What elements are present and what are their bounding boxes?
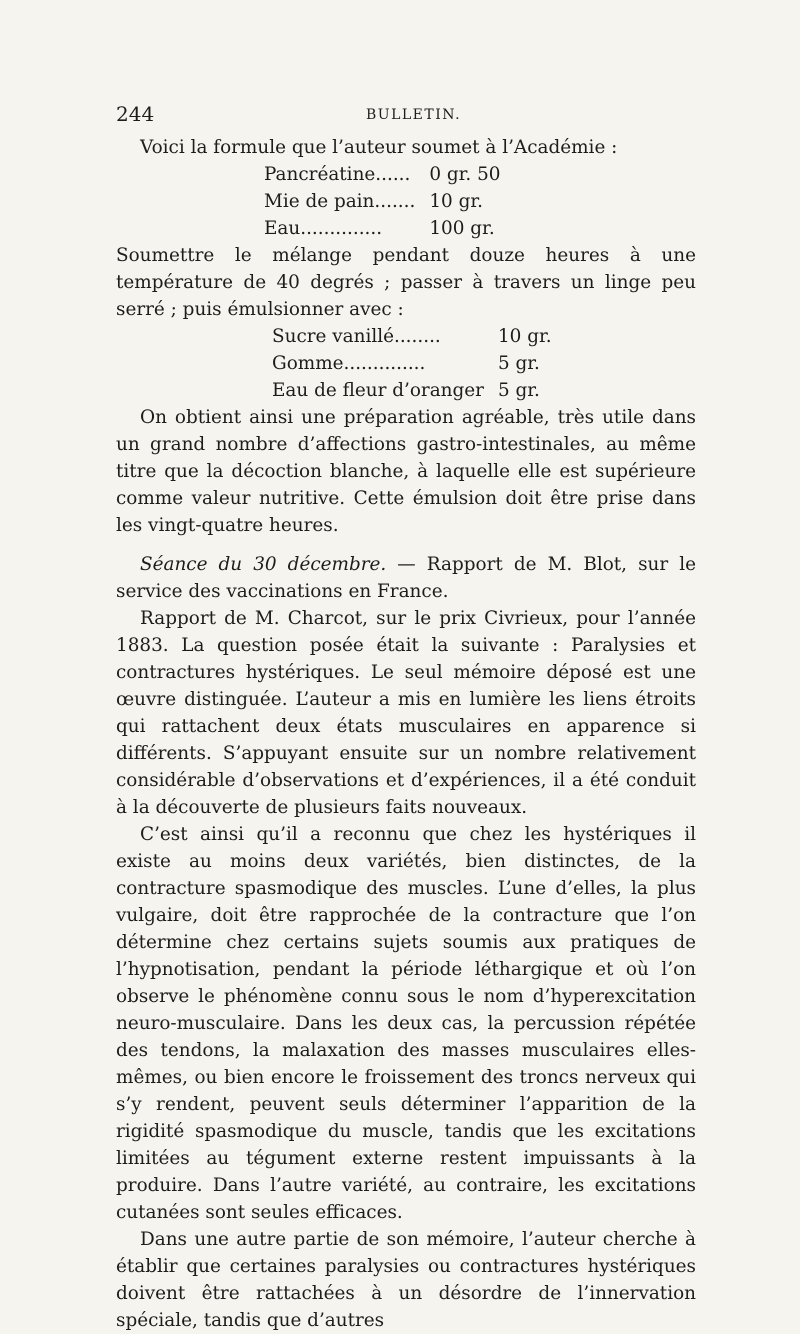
recipe-item: Eau.............. [264, 218, 383, 239]
page-header [116, 100, 696, 130]
page-number: 244 [116, 102, 155, 126]
recipe-item: Mie de pain....... [264, 191, 416, 212]
recipe-quantity: 0 gr. 50 [429, 164, 501, 185]
intro-paragraph: Voici la formule que l’auteur soumet à l’Académie : [140, 137, 618, 158]
seance-text: — Rapport de M. Blot, sur le service des vaccinations en France. [116, 554, 696, 602]
paragraph-charcot: Rapport de M. Charcot, sur le prix Civrieux, pour l’année 1883. La question posée était la suivante : Paralysies et contractures hystériques. Le seul mémoire déposé est une œuvre distinguée. L’auteur a mis en lumière les liens étroits qui rattachent deux états musculaires en apparence si différents. S’appuyant ensuite sur un nombre relativement considérable d’observations et d’expériences, il a été conduit à la découverte de plusieurs faits nouveaux. [116, 608, 696, 818]
recipe-item: Pancréatine...... [264, 164, 411, 185]
recipe-table-1 [264, 161, 501, 242]
recipe-item: Eau de fleur d’oranger [272, 380, 484, 401]
paragraph-soumettre: Soumettre le mélange pendant douze heures à une température de 40 degrés ; passer à travers un linge peu serré ; puis émulsionner avec : [116, 245, 696, 320]
recipe-row [264, 161, 501, 188]
recipe-quantity: 5 gr. [497, 380, 540, 401]
recipe-quantity: 10 gr. [497, 326, 552, 347]
recipe-quantity: 5 gr. [497, 353, 540, 374]
recipe-item: Sucre vanillé........ [272, 326, 441, 347]
recipe-row [264, 188, 501, 215]
recipe-quantity: 10 gr. [429, 191, 483, 212]
seance-label: Séance du 30 décembre. [140, 554, 387, 575]
paragraph-obtient: On obtient ainsi une préparation agréable, très utile dans un grand nombre d’affections gastro-intestinales, au même titre que la décoction blanche, à laquelle elle est supérieure comme valeur nutritive. Cette émulsion doit être prise dans les vingt-quatre heures. [116, 407, 696, 536]
running-title: BULLETIN. [366, 107, 462, 123]
recipe-row [264, 215, 501, 242]
recipe-row [272, 323, 552, 350]
paragraph-dans: Dans une autre partie de son mémoire, l’auteur cherche à établir que certaines paralysies ou contractures hystériques doivent être rattachées à un désordre de l’innervation spéciale, tandis que d’autres [116, 1229, 696, 1331]
recipe-row [272, 377, 552, 404]
recipe-quantity: 100 gr. [429, 218, 495, 239]
paragraph-cest: C’est ainsi qu’il a reconnu que chez les hystériques il existe au moins deux variétés, bien distinctes, de la contracture spasmodique des muscles. L’une d’elles, la plus vulgaire, doit être rapprochée de la contracture que l’on détermine chez certains sujets soumis aux pratiques de l’hypnotisation, pendant la période léthargique et où l’on observe le phénomène connu sous le nom d’hyperexcitation neuro-musculaire. Dans les deux cas, la percussion répétée des tendons, la malaxation des masses musculaires elles-mêmes, ou bien encore le froissement des troncs nerveux qui s’y rendent, peuvent seuls déterminer l’apparition de la rigidité spasmodique du muscle, tandis que les excitations limitées au tégument externe restent impuissants à la produire. Dans l’autre variété, au contraire, les excitations cutanées sont seules efficaces. [116, 824, 696, 1223]
recipe-table-2 [272, 323, 552, 404]
recipe-item: Gomme.............. [272, 353, 426, 374]
paragraph-seance [116, 551, 696, 605]
recipe-row [272, 350, 552, 377]
body-text [116, 134, 696, 1334]
